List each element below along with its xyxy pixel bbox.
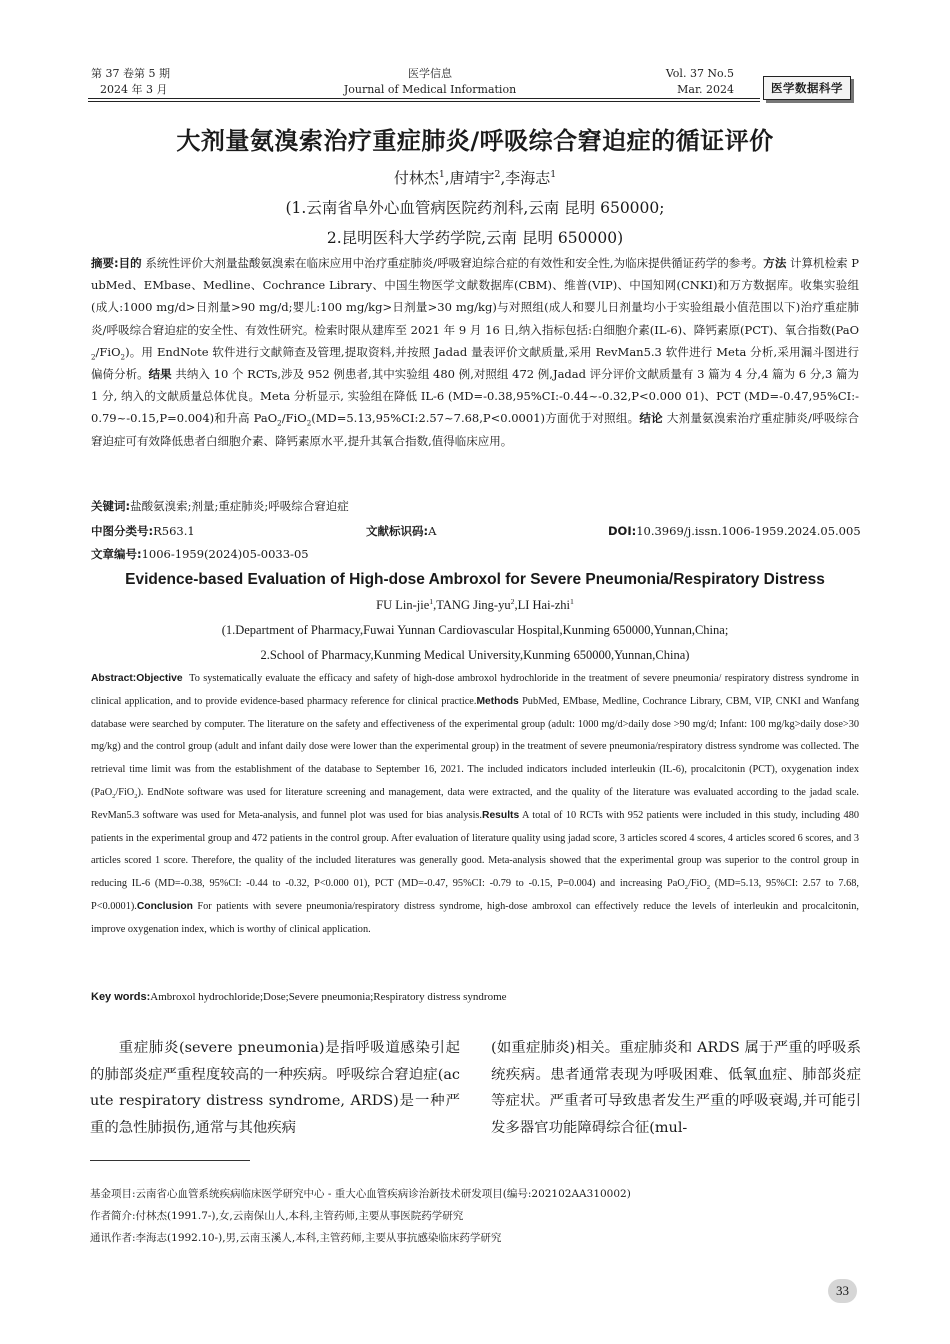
subscript: 2 — [120, 352, 126, 362]
author-name-en: TANG Jing-yu — [436, 598, 511, 612]
article-number-value: 1006-1959(2024)05-0033-05 — [141, 547, 309, 561]
author-affil-mark: 2 — [510, 596, 515, 606]
authors-zh: 付林杰$^1$,唐靖宇$^2$,李海志$^1$ — [393, 169, 557, 187]
subscript: 2 — [277, 418, 282, 428]
methods-label-en: Methods — [476, 695, 519, 707]
keywords-en — [91, 987, 507, 1007]
header-rule — [88, 98, 760, 99]
results-text-zh: 共纳入 10 个 RCTs,涉及 952 例患者,其中实验组 480 例,对照组 472 例,Jadad 评分评价文献质量有 3 篇为 4 分,4 篇为 6 分,3 篇为 1 分, 纳入的文献质量总体优良。Meta 分析显示, 实验组在降低 IL-6 (MD=-0.38,95%CI:-0.44~-0.32,P<0.000 01)、PCT (MD=-0.47,95%CI:-0.79~-0.15,P=0.004)和升高 PaO — [91, 367, 859, 426]
journal-name-zh: 医学信息 — [408, 67, 452, 80]
section-tag: 医学数据科学 — [763, 76, 851, 100]
author-name: 唐靖宇 — [449, 169, 495, 187]
journal-date-zh: 2024 年 3 月 — [100, 83, 168, 96]
methods-text-en: ). EndNote software was used for literature screening and management, data were extracted, and the quality of the literature was evaluated according to the jadad scale. RevMan5.3 software was used for Meta-analysis, and funnel plot was used for bias analysis. — [91, 786, 859, 821]
conclusion-label-en: Conclusion — [136, 900, 193, 912]
author-affil-mark: 1 — [570, 596, 574, 606]
results-text-en: (MD=5.13, 95%CI: 2.57 to 7.68, P<0.0001). — [91, 878, 859, 912]
objective-label-en: Objective — [136, 673, 183, 684]
objective-text-zh: 系统性评价大剂量盐酸氨溴索在临床应用中治疗重症肺炎/呼吸窘迫综合症的有效性和安全性,为临床提供循证药学的参考。 — [145, 256, 764, 270]
results-text-en: /FiO — [687, 878, 707, 890]
affiliation-zh-1: (1.云南省阜外心血管病医院药剂科,云南 昆明 650000; — [285, 199, 665, 217]
journal-volume-zh: 第 37 卷第 5 期 — [91, 67, 170, 80]
authors-en: FU Lin-jie$^1$,TANG Jing-$yu^2,LI$ Hai-zhi$^1$ — [376, 596, 574, 612]
affiliation-en-1: (1.Department of Pharmacy,Fuwai Yunnan Cardiovascular Hospital,Kunming 650000,Yunnan,China; — [221, 623, 729, 637]
author-name: 付林杰 — [393, 169, 439, 187]
clc-value: R563.1 — [153, 524, 195, 538]
results-text-zh: /FiO — [281, 411, 307, 426]
footnote-corresponding-author: 通讯作者:李海志(1992.10-),男,云南玉溪人,本科,主管药师,主要从事抗感染临床药学研究 — [90, 1232, 502, 1244]
keywords-zh-value: 盐酸氨溴索;剂量;重症肺炎;呼吸综合窘迫症 — [130, 499, 349, 513]
clc-label: 中图分类号: — [91, 524, 154, 538]
abstract-en — [91, 668, 859, 942]
subscript: 2 — [134, 793, 138, 801]
clc-number — [91, 521, 195, 541]
keywords-en-value: Ambroxol hydrochloride;Dose;Severe pneumonia;Respiratory distress syndrome — [150, 991, 507, 1003]
methods-label-zh: 方法 — [763, 256, 787, 270]
methods-text-zh: /FiO — [95, 344, 121, 359]
author-name: 李海志 — [505, 169, 551, 187]
document-code — [366, 521, 436, 541]
doi — [608, 521, 860, 541]
methods-text-zh: 计算机检索 PubMed、EMbase、Medline、Cochrance Library、中国生物医学文献数据库(CBM)、维普(VIP)、中国知网(CNKI)和万方数据库。收集实验组(成人:1000 mg/d>日剂量>90 mg/d;婴儿:100 mg/kg>日剂量>30 mg/kg)与对照组(成人和婴儿日剂量均小于实验组最小值范围以下)治疗重症肺炎/呼吸综合窘迫症的安全性、有效性研究。检索时限从建库至 2021 年 9 月 16 日,纳入指标包括:白细胞介素(IL-6)、降钙素原(PCT)、氧合指数(PaO — [91, 256, 860, 337]
subscript: 2 — [684, 884, 688, 892]
body-column-right: (如重症肺炎)相关。重症肺炎和 ARDS 属于严重的呼吸系统疾病。患者通常表现为呼吸困难、低氧血症、肺部炎症等症状。严重者可导致患者发生严重的呼吸衰竭,并可能引发多器官功能障碍综合征(mul- — [491, 1040, 861, 1136]
subscript: 2 — [91, 352, 96, 362]
keywords-en-label: Key words: — [91, 991, 151, 1003]
results-text-en: A total of 10 RCTs with 952 patients were included in this study, including 480 patients in the experimental group and 472 patients in the control group. After evaluation of literature quality using jadad score, 3 articles scored 4 scores, 4 articles scored 6 scores, and 3 articles scored 1 score. Therefore, the quality of the included literatures was generally good. Meta-analysis showed that the experimental group was superior to the control group in reducing IL-6 (MD=-0.38, 95%CI: -0.44 to -0.32, P<0.000 01), PCT (MD=-0.47, 95%CI: -0.79 to -0.15, P=0.004) and increasing PaO — [91, 809, 859, 890]
results-label-zh: 结果 — [148, 367, 172, 382]
doi-label: DOI: — [608, 524, 637, 538]
footnote-author-bio: 作者简介:付林杰(1991.7-),女,云南保山人,本科,主管药师,主要从事医院药学研究 — [90, 1210, 464, 1222]
journal-name-en: Journal of Medical Information — [343, 83, 517, 96]
keywords-zh-label: 关键词: — [91, 499, 131, 513]
header-rule-double — [88, 101, 760, 102]
methods-text-zh: )。用 EndNote 软件进行文献筛查及管理,提取资料,并按照 Jadad 量表评价文献质量,采用 RevMan5.3 软件进行 Meta 分析,采用漏斗图进行偏倚分析。 — [91, 344, 859, 382]
author-name-en: FU Lin-jie — [376, 598, 430, 612]
author-affil-mark: 2 — [494, 169, 501, 180]
author-affil-mark: 1 — [438, 169, 445, 180]
body-column-left: 重症肺炎(severe pneumonia)是指呼吸道感染引起的肺部炎症严重程度较高的一种疾病。呼吸综合窘迫症(acute respiratory distress syndrome, ARDS)是一种严重的急性肺损伤,通常与其他疾病 — [90, 1040, 460, 1136]
conclusion-label-zh: 结论 — [639, 411, 663, 426]
doc-code-value: A — [428, 524, 437, 538]
affiliation-zh-2: 2.昆明医科大学药学院,云南 昆明 650000) — [326, 229, 624, 247]
methods-text-en: /FiO — [115, 786, 135, 798]
subscript: 2 — [706, 884, 711, 892]
conclusion-text-zh: 大剂量氨溴索治疗重症肺炎/呼吸综合窘迫症可有效降低患者白细胞介素、降钙素原水平,提升其氧合指数,值得临床应用。 — [91, 411, 860, 448]
article-title-en: Evidence-based Evaluation of High-dose Ambroxol for Severe Pneumonia/Respiratory Distress — [125, 571, 825, 588]
affiliation-en-2: 2.School of Pharmacy,Kunming Medical University,Kunming 650000,Yunnan,China) — [260, 648, 690, 662]
conclusion-text-en: For patients with severe pneumonia/respiratory distress syndrome, high-dose ambroxol can effectively reduce the levels of interleukin and procalcitonin, improve oxygenation index, which is worthy of clinical application. — [91, 900, 859, 935]
methods-text-en: PubMed, EMbase, Medline, Cochrance Library, CBM, VIP, CNKI and Wanfang database were searched by computer. The literature on the safety and effectiveness of the experimental group (adult: 1000 mg/d>daily dose >90 mg/d; Infant: 100 mg/kg>daily dose>30 mg/kg) and the control group (adult and infant daily dose were lower than the experimental group) in the treatment of severe pneumonia/respiratory distress syndrome was collected. The retrieval time limit was from the establishment of the database to September 16, 2021. The included indicators included interleukin (IL-6), procalcitonin (PCT), oxygenation index (PaO — [91, 695, 860, 798]
doi-value: 10.3969/j.issn.1006-1959.2024.05.005 — [636, 524, 861, 538]
subscript: 2 — [112, 793, 116, 801]
objective-label-zh: 目的 — [118, 256, 142, 270]
results-label-en: Results — [482, 809, 520, 821]
footnote-rule — [90, 1160, 250, 1161]
results-text-zh: (MD=5.13,95%CI:2.57~7.68,P<0.0001)方面优于对照组。 — [311, 411, 640, 426]
article-number — [91, 544, 309, 564]
page-number: 33 — [828, 1279, 857, 1303]
footnote-funding: 基金项目:云南省心血管系统疾病临床医学研究中心 - 重大心血管疾病诊治新技术研发项目(编号:202102AA310002) — [90, 1188, 631, 1200]
abstract-en-label: Abstract: — [91, 673, 137, 684]
article-number-label: 文章编号: — [91, 547, 142, 561]
author-affil-mark: 1 — [429, 596, 434, 606]
doc-code-label: 文献标识码: — [366, 524, 429, 538]
article-title: 大剂量氨溴索治疗重症肺炎/呼吸综合窘迫症的循证评价 — [176, 127, 774, 155]
objective-text-en: To systematically evaluate the efficacy and safety of high-dose ambroxol hydrochloride in the treatment of severe pneumonia/ respiratory distress syndrome in clinical application, and to provide evidence-based pharmacy reference for clinical practice. — [91, 673, 859, 707]
journal-volume-en: Vol. 37 No.5 — [665, 67, 734, 80]
journal-date-en: Mar. 2024 — [677, 83, 734, 96]
subscript: 2 — [306, 418, 312, 428]
keywords-zh — [91, 496, 349, 516]
abstract-zh — [91, 252, 859, 452]
author-affil-mark: 1 — [550, 169, 557, 180]
abstract-zh-label: 摘要: — [91, 256, 119, 270]
author-name-en: LI Hai-zhi — [517, 598, 570, 612]
